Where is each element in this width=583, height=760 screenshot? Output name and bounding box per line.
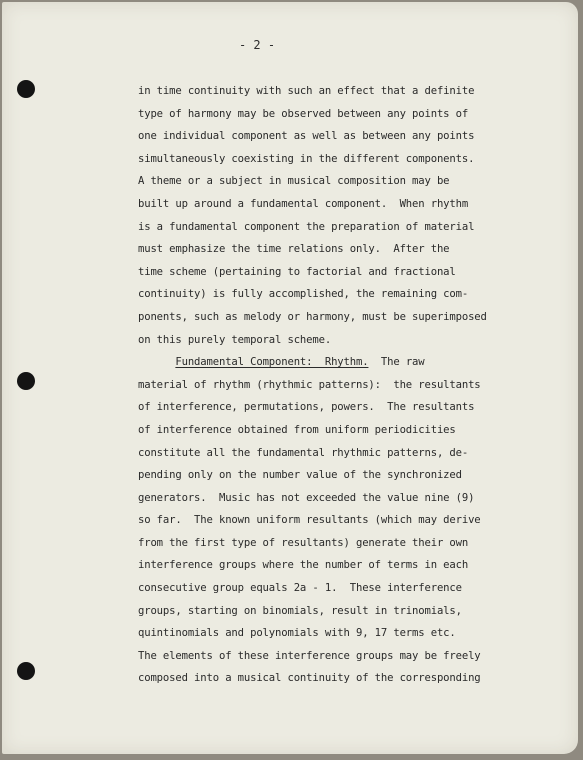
binder-hole-top [17, 80, 35, 98]
text-line: A theme or a subject in musical composition may be [138, 175, 450, 188]
text-line: ponents, such as melody or harmony, must be superimposed [138, 310, 487, 323]
text-line: time scheme (pertaining to factorial and fractional [138, 265, 456, 278]
text-line: built up around a fundamental component. When rhythm [138, 197, 469, 210]
text-line: constitute all the fundamental rhythmic patterns, de- [138, 446, 469, 459]
text-line: of interference, permutations, powers. The resultants [138, 401, 475, 414]
text-line: quintinomials and polynomials with 9, 17 terms etc. [138, 627, 456, 640]
text-line: of interference obtained from uniform periodicities [138, 423, 456, 436]
text-line: one individual component as well as between any points [138, 130, 475, 143]
text-line: groups, starting on binomials, result in trinomials, [138, 604, 462, 617]
text-line: material of rhythm (rhythmic patterns): the resultants [138, 378, 481, 391]
body-text [138, 80, 558, 690]
text-line: composed into a musical continuity of the corresponding [138, 672, 481, 685]
typewritten-page [2, 2, 578, 754]
text-line: so far. The known uniform resultants (which may derive [138, 514, 481, 527]
section-heading: Fundamental Component: Rhythm. [175, 356, 369, 369]
page-number: - 2 - [238, 38, 276, 52]
text-line: simultaneously coexisting in the different components. [138, 152, 475, 165]
text-line: from the first type of resultants) generate their own [138, 536, 469, 549]
binder-hole-bottom [17, 662, 35, 680]
text-line: generators. Music has not exceeded the value nine (9) [138, 491, 475, 504]
heading-indent [138, 356, 175, 368]
text-line: type of harmony may be observed between any points of [138, 107, 469, 120]
text-line: The elements of these interference groups may be freely [138, 649, 481, 662]
text-line: is a fundamental component the preparation of material [138, 220, 475, 233]
text-line: in time continuity with such an effect that a definite [138, 85, 475, 97]
heading-rest: The raw [368, 356, 425, 369]
binder-hole-middle [17, 372, 35, 390]
text-line: must emphasize the time relations only. After the [138, 243, 450, 256]
text-line: on this purely temporal scheme. [138, 333, 332, 346]
text-line: consecutive group equals 2a - 1. These interference [138, 582, 462, 595]
text-line: continuity) is fully accomplished, the remaining com- [138, 288, 469, 301]
text-line: pending only on the number value of the synchronized [138, 469, 462, 482]
text-line: interference groups where the number of terms in each [138, 559, 469, 572]
section-heading-line [138, 351, 558, 374]
